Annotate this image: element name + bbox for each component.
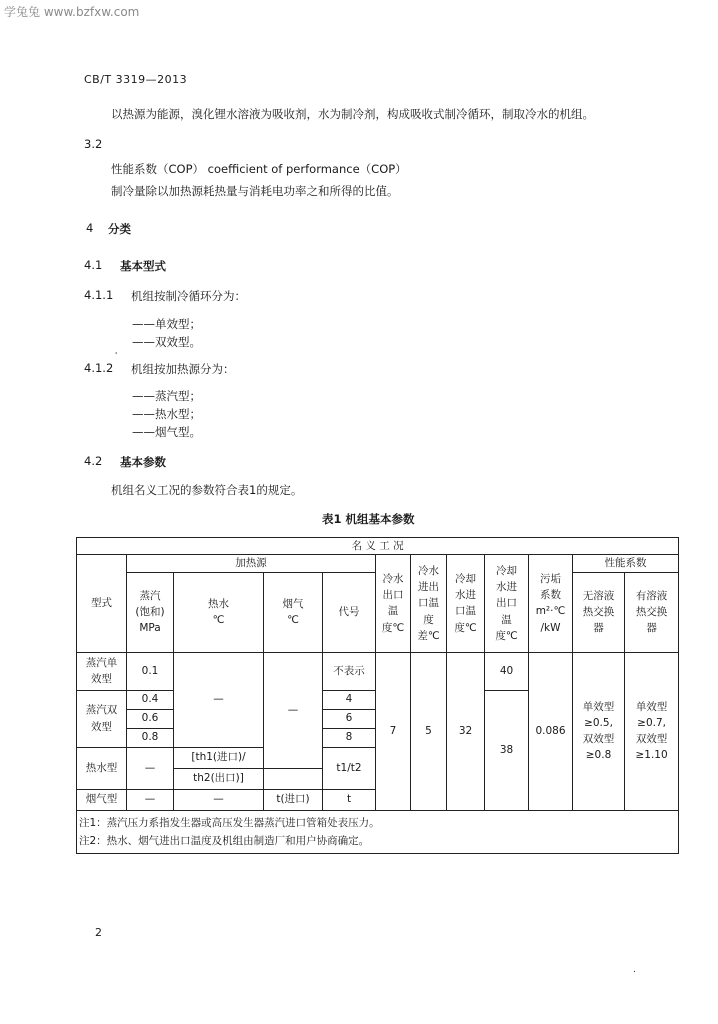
cell-steam-pressure: 0.1 xyxy=(127,652,174,690)
list-item: ——热水型； xyxy=(132,407,201,421)
section-4-1-1-title: 机组按制冷循环分为： xyxy=(131,289,246,303)
cell-steam-pressure: 0.8 xyxy=(127,728,174,747)
stray-dot: . xyxy=(633,965,636,975)
header-no-solution-hx: 无溶液 热交换 器 xyxy=(573,572,625,652)
header-performance: 性能系数 xyxy=(573,555,679,572)
cell-hot-water-dash: — xyxy=(174,789,264,810)
stray-mark: ' xyxy=(115,351,118,360)
row-steam-double-label: 蒸汽双 效型 xyxy=(77,690,127,747)
cell-chilled-water-outlet: 7 xyxy=(376,652,411,810)
section-4-1-title: 基本型式 xyxy=(120,259,166,273)
header-cooling-water-outlet: 冷却 水进 出口 温 度℃ xyxy=(485,555,529,652)
cell-steam-pressure: 0.4 xyxy=(127,690,174,709)
section-4-1-2-title: 机组按加热源分为： xyxy=(131,362,235,376)
cell-code: t xyxy=(323,789,376,810)
cell-perf-with-hx: 单效型 ≥0.7, 双效型 ≥1.10 xyxy=(625,652,679,810)
table-note-1: 注1：蒸汽压力系指发生器或高压发生器蒸汽进口管箱处表压力。 xyxy=(79,816,380,829)
document-code: CB/T 3319—2013 xyxy=(84,73,188,86)
header-code: 代号 xyxy=(323,572,376,652)
header-with-solution-hx: 有溶液 热交换 器 xyxy=(625,572,679,652)
section-3-2-definition: 制冷量除以加热源耗热量与消耗电功率之和所得的比值。 xyxy=(111,184,399,198)
section-3-2-number: 3.2 xyxy=(84,137,103,151)
row-steam-single-label: 蒸汽单 效型 xyxy=(77,652,127,690)
cell-cooling-water-outlet-double: 38 xyxy=(485,690,529,810)
list-item: ——蒸汽型； xyxy=(132,389,201,403)
cell-code: 6 xyxy=(323,709,376,728)
section-4-title: 分类 xyxy=(108,222,131,236)
section-4-1-2-number: 4.1.2 xyxy=(84,361,114,375)
cell-chilled-water-diff: 5 xyxy=(411,652,447,810)
cell-code: 8 xyxy=(323,728,376,747)
cell-steam-pressure: 0.6 xyxy=(127,709,174,728)
section-4-2-text: 机组名义工况的参数符合表1的规定。 xyxy=(111,483,303,497)
cell-hot-water-outlet: th2(出口)] xyxy=(174,768,264,789)
table-note-2: 注2：热水、烟气进出口温度及机组由制造厂和用户协商确定。 xyxy=(79,834,370,847)
header-fouling-factor: 污垢 系数 m²·℃ /kW xyxy=(529,555,573,652)
header-chilled-water-outlet: 冷水 出口 温 度℃ xyxy=(376,555,411,652)
cell-flue-dash: — xyxy=(264,652,323,768)
header-hot-water: 热水 ℃ xyxy=(174,572,264,652)
header-heat-source: 加热源 xyxy=(127,555,376,572)
header-flue-gas: 烟气 ℃ xyxy=(264,572,323,652)
row-hot-water-label: 热水型 xyxy=(77,747,127,789)
section-4-2-title: 基本参数 xyxy=(120,455,166,469)
row-flue-label: 烟气型 xyxy=(77,789,127,810)
cell-code: 不表示 xyxy=(323,652,376,690)
section-4-2-number: 4.2 xyxy=(84,454,103,468)
section-4-1-1-number: 4.1.1 xyxy=(84,288,114,302)
cell-cooling-water-inlet: 32 xyxy=(447,652,485,810)
section-4-number: 4 xyxy=(86,221,94,235)
cell-code: t1/t2 xyxy=(323,747,376,789)
definition-continued: 以热源为能源，溴化锂水溶液为吸收剂，水为制冷剂，构成吸收式制冷循环，制取冷水的机组。 xyxy=(111,107,594,121)
header-nominal: 名 义 工 况 xyxy=(77,538,679,555)
list-item: ——双效型。 xyxy=(132,335,201,349)
header-type: 型式 xyxy=(77,555,127,652)
header-chilled-water-diff: 冷水 进出 口温 度 差℃ xyxy=(411,555,447,652)
basic-parameters-table xyxy=(76,537,679,854)
header-cooling-water-inlet: 冷却 水进 口温 度℃ xyxy=(447,555,485,652)
page-number: 2 xyxy=(95,926,102,939)
cell-cooling-water-outlet-single: 40 xyxy=(485,652,529,690)
cell-hot-water-dash: — xyxy=(174,652,264,747)
table-notes xyxy=(77,810,679,854)
cell-hot-water-inlet: [th1(进口)/ xyxy=(174,747,264,768)
table-caption: 表1 机组基本参数 xyxy=(322,512,415,526)
list-item: ——单效型； xyxy=(132,317,201,331)
header-steam: 蒸汽 (饱和) MPa xyxy=(127,572,174,652)
section-4-1-number: 4.1 xyxy=(84,258,103,272)
cell-flue-inlet: t(进口) xyxy=(264,789,323,810)
cell-fouling-factor: 0.086 xyxy=(529,652,573,810)
list-item: ——烟气型。 xyxy=(132,425,201,439)
watermark: 学兔兔 www.bzfxw.com xyxy=(4,5,140,19)
section-3-2-term: 性能系数（COP） coefficient of performance（COP） xyxy=(111,162,407,176)
cell-perf-no-hx: 单效型 ≥0.5, 双效型 ≥0.8 xyxy=(573,652,625,810)
cell-steam-dash: — xyxy=(127,789,174,810)
cell-code: 4 xyxy=(323,690,376,709)
cell-steam-dash: — xyxy=(127,747,174,789)
